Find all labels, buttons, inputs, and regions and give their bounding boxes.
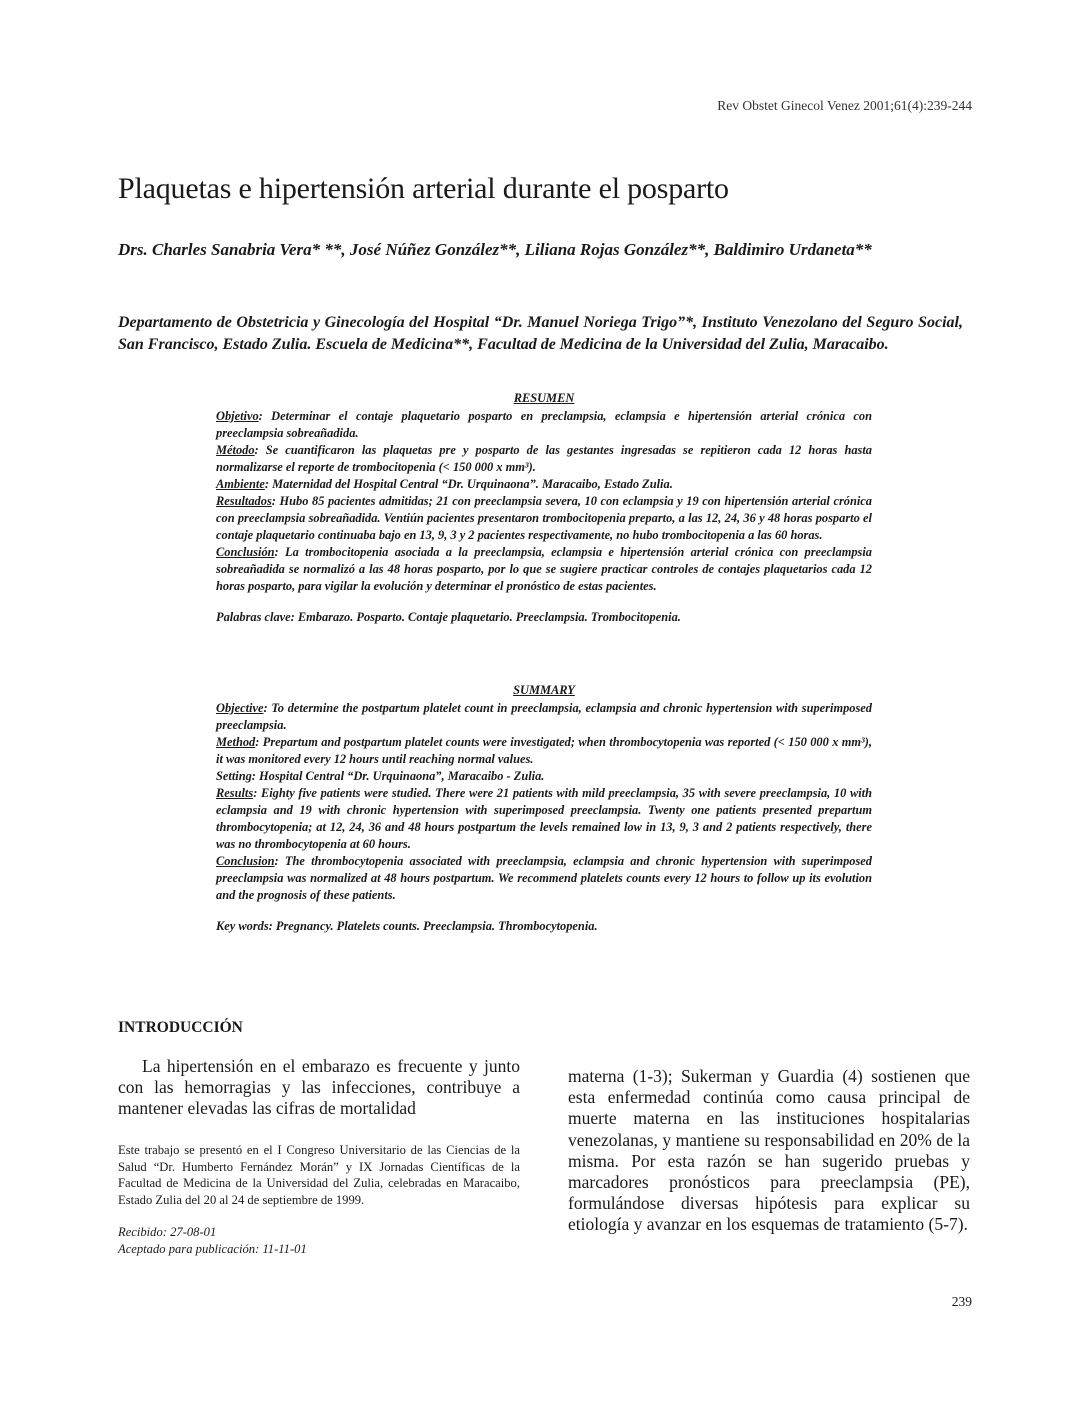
abstract-text: : Determinar el contaje plaquetario posparto en preclampsia, eclampsia e hipertensión arterial crónica con preeclampsia sobreañadida. <box>216 409 872 440</box>
abstract-text: : The thrombocytopenia associated with preeclampsia, eclampsia and chronic hypertension with superimposed preeclampsia was normalized at 48 hours postpartum. We recommend platelets counts every 12 hours to follow up its evolution and the prognosis of these patients. <box>216 854 872 902</box>
body-text-right-column: materna (1-3); Sukerman y Guardia (4) sostienen que esta enfermedad continúa como causa principal de muerte materna en las instituciones hospitalarias venezolanas, y mantiene su responsabilidad en 20% de la misma. Por esta razón se han sugerido pruebas y marcadores pronósticos para preeclampsia (PE), formulándose diversas hipótesis para explicar su etiología y avanzar en los esquemas de tratamiento (5-7). <box>568 1066 970 1235</box>
abstract-text: : Prepartum and postpartum platelet counts were investigated; when thrombocytopenia was reported (< 150 000 x mm³), it was monitored every 12 hours until reaching normal values. <box>216 735 872 766</box>
abstract-label: Method <box>216 735 256 749</box>
abstract-label: Ambiente <box>216 477 265 491</box>
abstract-text: : To determine the postpartum platelet count in preeclampsia, eclampsia and chronic hypertension with superimposed preeclampsia. <box>216 701 872 732</box>
abstract-label: Conclusión <box>216 545 275 559</box>
abstract-text: : Maternidad del Hospital Central “Dr. Urquinaona”. Maracaibo, Estado Zulia. <box>264 477 673 491</box>
abstract-item <box>216 493 872 544</box>
section-heading: INTRODUCCIÓN <box>118 1019 243 1036</box>
journal-reference: Rev Obstet Ginecol Venez 2001;61(4):239-244 <box>717 98 972 113</box>
abstract-item <box>216 408 872 442</box>
abstract-heading: SUMMARY <box>513 683 575 697</box>
abstract-label: Results <box>216 786 254 800</box>
body-text-left-column: La hipertensión en el embarazo es frecuente y junto con las hemorragias y las infecciones, contribuye a mantener elevadas las cifras de mortalidad <box>118 1056 520 1119</box>
abstract-english <box>216 682 872 935</box>
abstract-text: : Hubo 85 pacientes admitidas; 21 con preeclampsia severa, 10 con eclampsia y 19 con hipertensión arterial crónica con preeclampsia sobreañadida. Ventiún pacientes presentaron trombocitopenia preparto, a las 12, 24, 36 y 48 horas posparto el contaje plaquetario continuaba bajo en 13, 9, 3 y 2 pacientes respectivamente, no hubo trombocitopenia a las 60 horas. <box>216 494 872 542</box>
abstract-text: : La trombocitopenia asociada a la preeclampsia, eclampsia e hipertensión arterial crónica con preeclampsia sobreañadida se normalizó a las 48 horas posparto, por lo que se sugiere practicar controles de contajes plaquetarios cada 12 horas posparto, para vigilar la evolución y determinar el pronóstico de estas pacientes. <box>216 545 872 593</box>
article-title: Plaquetas e hipertensión arterial durante el posparto <box>118 172 729 205</box>
abstract-spanish <box>216 390 872 626</box>
abstract-text: : Se cuantificaron las plaquetas pre y posparto de las gestantes ingresadas se repitieron cada 12 horas hasta normalizarse el reporte de trombocitopenia (< 150 000 x mm³). <box>216 443 872 474</box>
abstract-label: Objetivo <box>216 409 259 423</box>
abstract-label: Conclusion <box>216 854 275 868</box>
abstract-item <box>216 700 872 734</box>
footnote: Este trabajo se presentó en el I Congreso Universitario de las Ciencias de la Salud “Dr. Humberto Fernández Morán” y IX Jornadas Científicas de la Facultad de Medicina de la Universidad del Zulia, celebradas en Maracaibo, Estado Zulia del 20 al 24 de septiembre de 1999. <box>118 1143 520 1207</box>
accepted-date: Aceptado para publicación: 11-11-01 <box>118 1241 307 1256</box>
abstract-item <box>216 442 872 476</box>
abstract-text: Setting: Hospital Central “Dr. Urquinaona”, Maracaibo - Zulia. <box>216 769 545 783</box>
affiliation: Departamento de Obstetricia y Ginecología del Hospital “Dr. Manuel Noriega Trigo”*, Instituto Venezolano del Seguro Social, San Francisco, Estado Zulia. Escuela de Medicina**, Facultad de Medicina de la Universidad del Zulia, Maracaibo. <box>118 314 963 353</box>
abstract-item <box>216 544 872 595</box>
abstract-item <box>216 853 872 904</box>
abstract-item <box>216 785 872 853</box>
keywords-english: Key words: Pregnancy. Platelets counts. Preeclampsia. Thrombocytopenia. <box>216 919 598 933</box>
abstract-label: Resultados <box>216 494 272 508</box>
abstract-label: Objective <box>216 701 264 715</box>
author-list: Drs. Charles Sanabria Vera* **, José Núñez González**, Liliana Rojas González**, Baldimiro Urdaneta** <box>118 240 872 259</box>
abstract-label: Método <box>216 443 255 457</box>
abstract-text: : Eighty five patients were studied. There were 21 patients with mild preeclampsia, 35 with severe preeclampsia, 10 with eclampsia and 19 with chronic hypertension with superimposed preeclampsia. Twenty one patients presented prepartum thrombocytopenia; at 12, 24, 36 and 48 hours postpartum the levels remained low in 13, 9, 3 and 2 patients respectively, there was no thrombocytopenia at 60 hours. <box>216 786 872 851</box>
submission-dates <box>118 1224 307 1257</box>
abstract-heading: RESUMEN <box>513 391 575 405</box>
keywords-spanish: Palabras clave: Embarazo. Posparto. Contaje plaquetario. Preeclampsia. Trombocitopenia. <box>216 610 681 624</box>
received-date: Recibido: 27-08-01 <box>118 1225 217 1239</box>
abstract-item <box>216 768 872 785</box>
abstract-item <box>216 476 872 493</box>
page-number: 239 <box>951 1294 972 1309</box>
abstract-item <box>216 734 872 768</box>
